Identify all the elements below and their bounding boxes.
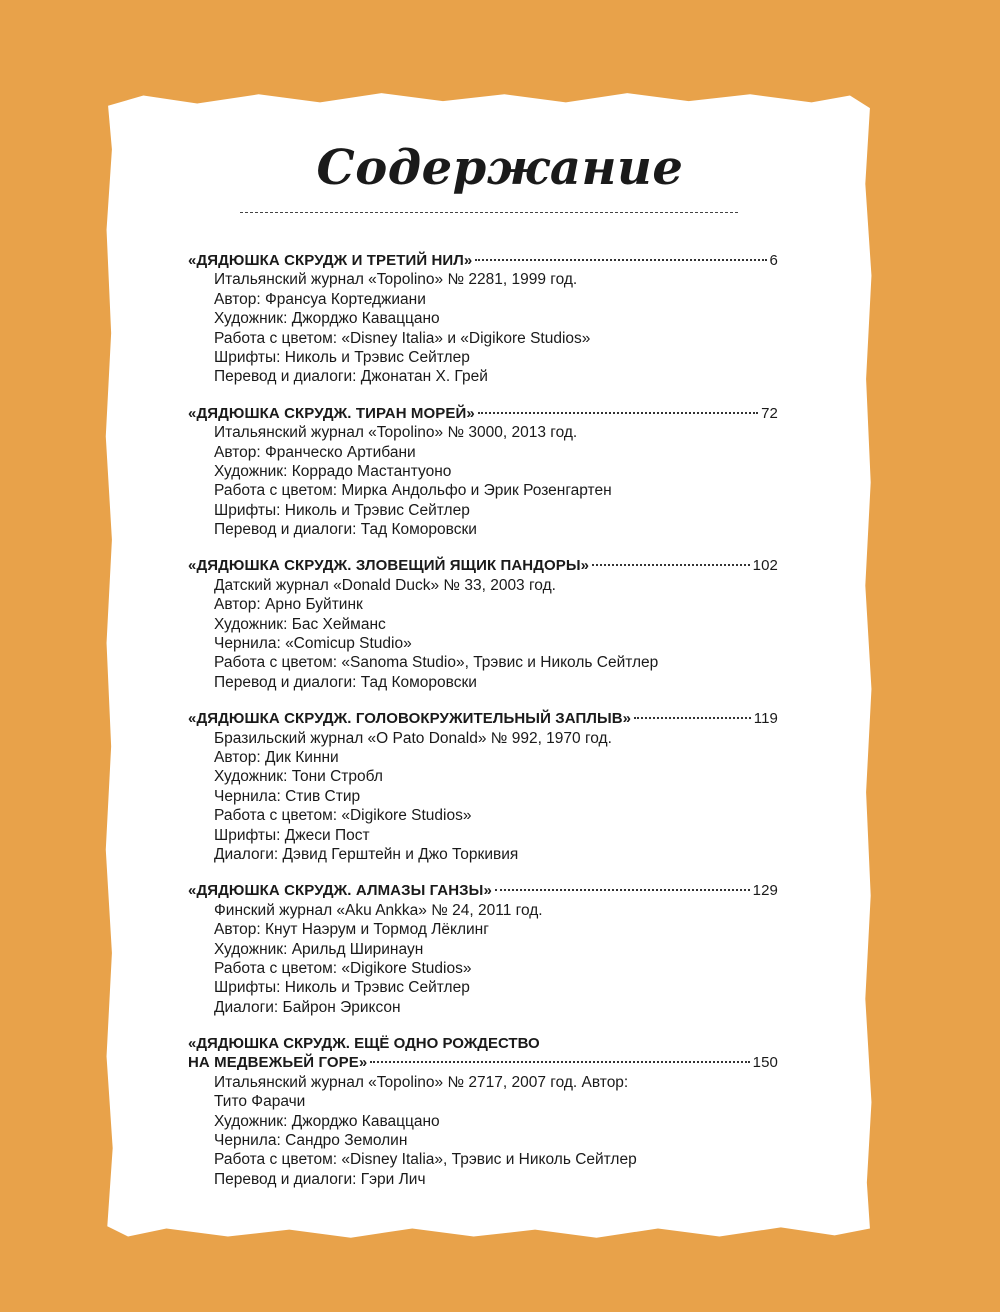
dot-leader xyxy=(478,412,758,414)
toc-entry xyxy=(188,251,778,387)
toc-entry-detail: Итальянский журнал «Topolino» № 2281, 1999 год. xyxy=(214,271,578,289)
toc-entry-detail: Работа с цветом: «Digikore Studios» xyxy=(214,807,472,825)
toc-entry-detail: Чернила: «Comicup Studio» xyxy=(214,635,412,653)
toc-entry-detail: Автор: Франческо Артибани xyxy=(214,443,416,461)
toc-entry-detail: Перевод и диалоги: Джонатан Х. Грей xyxy=(214,368,488,386)
toc-entry-detail: Перевод и диалоги: Тад Коморовски xyxy=(214,521,477,539)
toc-entry-detail: Итальянский журнал «Topolino» № 2717, 2007 год. Автор: xyxy=(214,1073,629,1091)
toc-entry-detail: Итальянский журнал «Topolino» № 3000, 2013 год. xyxy=(214,424,578,442)
toc-entry-heading-first-line[interactable]: «ДЯДЮШКА СКРУДЖ. ЕЩЁ ОДНО РОЖДЕСТВО xyxy=(188,1035,540,1053)
toc-entry-heading: «ДЯДЮШКА СКРУДЖ И ТРЕТИЙ НИЛ» xyxy=(188,252,473,269)
toc-entry-page: 6 xyxy=(769,252,778,269)
toc-entry-heading-row[interactable] xyxy=(188,881,778,900)
toc-entry-detail: Художник: Джорджо Каваццано xyxy=(214,1112,440,1130)
dot-leader xyxy=(634,717,751,719)
toc-entry-detail: Художник: Арильд Ширинаун xyxy=(214,940,424,958)
toc-entry-detail: Диалоги: Дэвид Герштейн и Джо Торкивия xyxy=(214,845,519,863)
toc-entry-detail: Автор: Дик Кинни xyxy=(214,748,339,766)
toc-entry-detail: Чернила: Сандро Земолин xyxy=(214,1132,408,1150)
toc-entry-heading: «ДЯДЮШКА СКРУДЖ. АЛМАЗЫ ГАНЗЫ» xyxy=(188,882,492,900)
toc-entry-detail: Тито Фарачи xyxy=(214,1093,306,1111)
toc-entry-detail: Работа с цветом: «Digikore Studios» xyxy=(214,959,472,977)
toc-entry-detail: Автор: Кнут Наэрум и Тормод Лёклинг xyxy=(214,921,489,939)
toc-entry-page: 119 xyxy=(753,710,778,728)
toc-entry-heading-row[interactable] xyxy=(188,251,778,270)
toc-entry-detail: Художник: Бас Хейманс xyxy=(214,615,386,633)
toc-entry-detail: Шрифты: Николь и Трэвис Сейтлер xyxy=(214,979,470,997)
toc-entry-detail: Бразильский журнал «O Pato Donald» № 992, 1970 год. xyxy=(214,729,612,747)
dot-leader xyxy=(592,564,750,566)
toc-entry xyxy=(188,1034,778,1189)
dot-leader xyxy=(370,1061,749,1063)
toc-entry-detail: Автор: Арно Буйтинк xyxy=(214,596,363,614)
toc-entry-detail: Работа с цветом: «Disney Italia», Трэвис и Николь Сейтлер xyxy=(214,1151,637,1169)
toc-entry-detail: Автор: Франсуа Кортеджиани xyxy=(214,290,426,308)
toc-entry-detail: Диалоги: Байрон Эриксон xyxy=(214,998,401,1016)
toc-entry-detail: Шрифты: Джеси Пост xyxy=(214,826,370,844)
toc-entry xyxy=(188,556,778,692)
toc-entry xyxy=(188,404,778,540)
dot-leader xyxy=(495,889,750,891)
table-of-contents xyxy=(188,251,778,1206)
toc-entry-heading: «ДЯДЮШКА СКРУДЖ. ГОЛОВОКРУЖИТЕЛЬНЫЙ ЗАПЛЫВ» xyxy=(188,710,632,728)
toc-entry-detail: Перевод и диалоги: Тад Коморовски xyxy=(214,673,477,691)
toc-entry-page: 102 xyxy=(752,557,778,575)
toc-entry-detail: Художник: Джорджо Каваццано xyxy=(214,310,440,328)
toc-entry-detail: Финский журнал «Aku Ankka» № 24, 2011 год. xyxy=(214,901,543,919)
toc-entry-detail: Работа с цветом: Мирка Андольфо и Эрик Розенгартен xyxy=(214,482,612,500)
toc-entry xyxy=(188,709,778,864)
toc-entry-page: 72 xyxy=(761,404,778,422)
toc-entry-detail: Чернила: Стив Стир xyxy=(214,787,361,805)
toc-entry-detail: Датский журнал «Donald Duck» № 33, 2003 год. xyxy=(214,576,556,594)
page-title: Содержание xyxy=(316,140,684,196)
toc-entry-detail: Шрифты: Николь и Трэвис Сейтлер xyxy=(214,501,470,519)
toc-entry-detail: Перевод и диалоги: Гэри Лич xyxy=(214,1170,426,1188)
dot-leader xyxy=(475,259,766,261)
toc-entry-page: 129 xyxy=(752,882,778,900)
toc-entry xyxy=(188,881,778,1017)
toc-entry-detail: Художник: Тони Стробл xyxy=(214,768,383,786)
toc-entry-heading: «ДЯДЮШКА СКРУДЖ. ЗЛОВЕЩИЙ ЯЩИК ПАНДОРЫ» xyxy=(188,557,590,575)
toc-entry-detail: Работа с цветом: «Disney Italia» и «Digikore Studios» xyxy=(214,329,591,347)
toc-entry-heading-row[interactable] xyxy=(188,1053,778,1072)
toc-entry-detail: Художник: Коррадо Мастантуоно xyxy=(214,462,452,480)
toc-entry-heading-row[interactable] xyxy=(188,404,778,423)
toc-entry-detail: Работа с цветом: «Sanoma Studio», Трэвис и Николь Сейтлер xyxy=(214,654,659,672)
toc-entry-heading-row[interactable] xyxy=(188,556,778,575)
toc-entry-page: 150 xyxy=(752,1054,778,1072)
dashed-divider xyxy=(240,212,738,213)
toc-entry-detail: Шрифты: Николь и Трэвис Сейтлер xyxy=(214,348,470,366)
toc-entry-heading: «ДЯДЮШКА СКРУДЖ. ТИРАН МОРЕЙ» xyxy=(188,404,475,422)
toc-entry-heading-row[interactable] xyxy=(188,709,778,728)
toc-entry-heading: НА МЕДВЕЖЬЕЙ ГОРЕ» xyxy=(188,1054,368,1072)
